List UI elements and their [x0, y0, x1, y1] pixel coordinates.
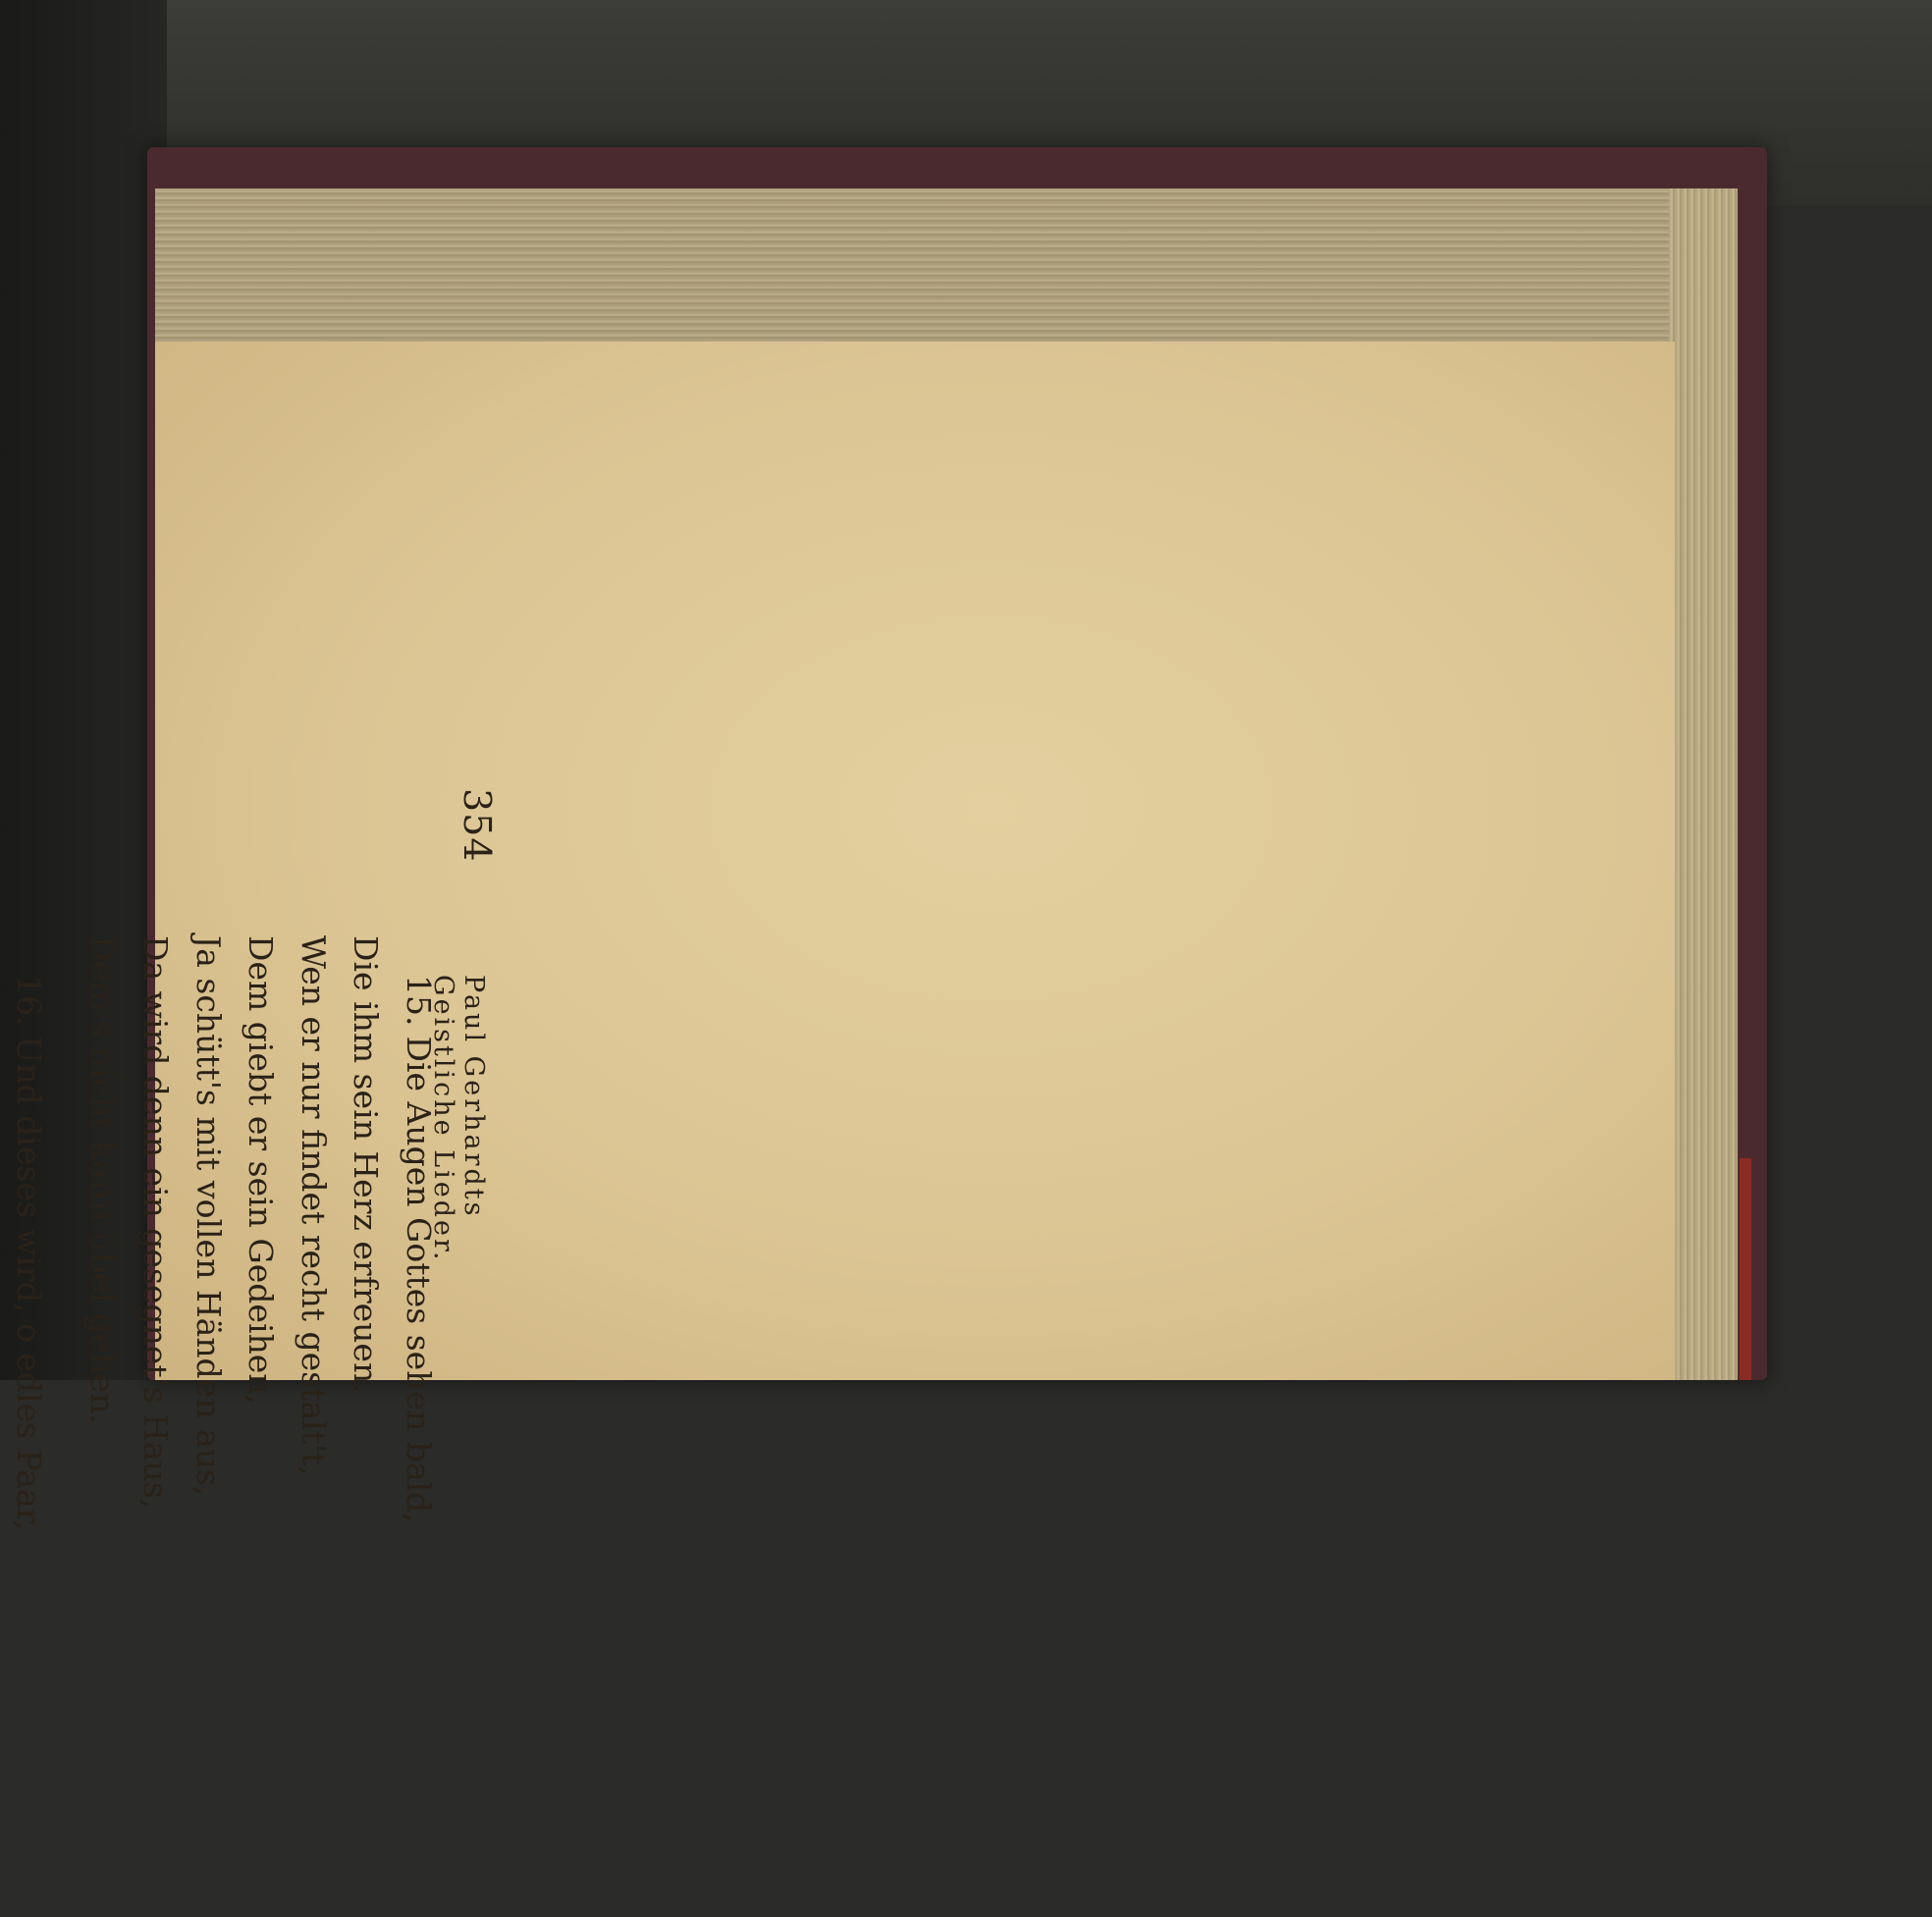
stanza-16	[0, 935, 55, 1917]
stanza-number: 16.	[9, 975, 48, 1027]
stanza-line: Da wird denn ein gesegnet's Haus,	[136, 935, 176, 1510]
stanza-line: 16.Und dieses wird, o edles Paar,	[9, 975, 48, 1531]
page-edges-right	[1669, 188, 1738, 1380]
stanza-line: Ja schütt's mit vollen Händen aus,	[188, 935, 228, 1497]
book-page	[9, 342, 1675, 1531]
stanza-line: Dem's nicht kann übel gehen.	[83, 935, 123, 1424]
stanza-15	[77, 935, 445, 1917]
stanza-line: 15.Die Augen Gottes sehen bald,	[400, 975, 438, 1523]
stanza-line: Dem giebt er sein Gedeihen,	[242, 935, 281, 1406]
poem	[0, 935, 445, 1917]
stanza-line: Die ihm sein Herz erfreuen.	[347, 935, 386, 1394]
bookmark-ribbon	[1740, 1158, 1751, 1380]
page-content	[0, 288, 1063, 1531]
page-number: 354	[456, 788, 499, 863]
stanza-line: Wen er nur findet recht gestalt't,	[294, 935, 333, 1476]
stanza-number: 15.	[400, 975, 438, 1027]
running-head: Paul Gerhardts Geistliche Lieder.	[428, 975, 489, 1263]
